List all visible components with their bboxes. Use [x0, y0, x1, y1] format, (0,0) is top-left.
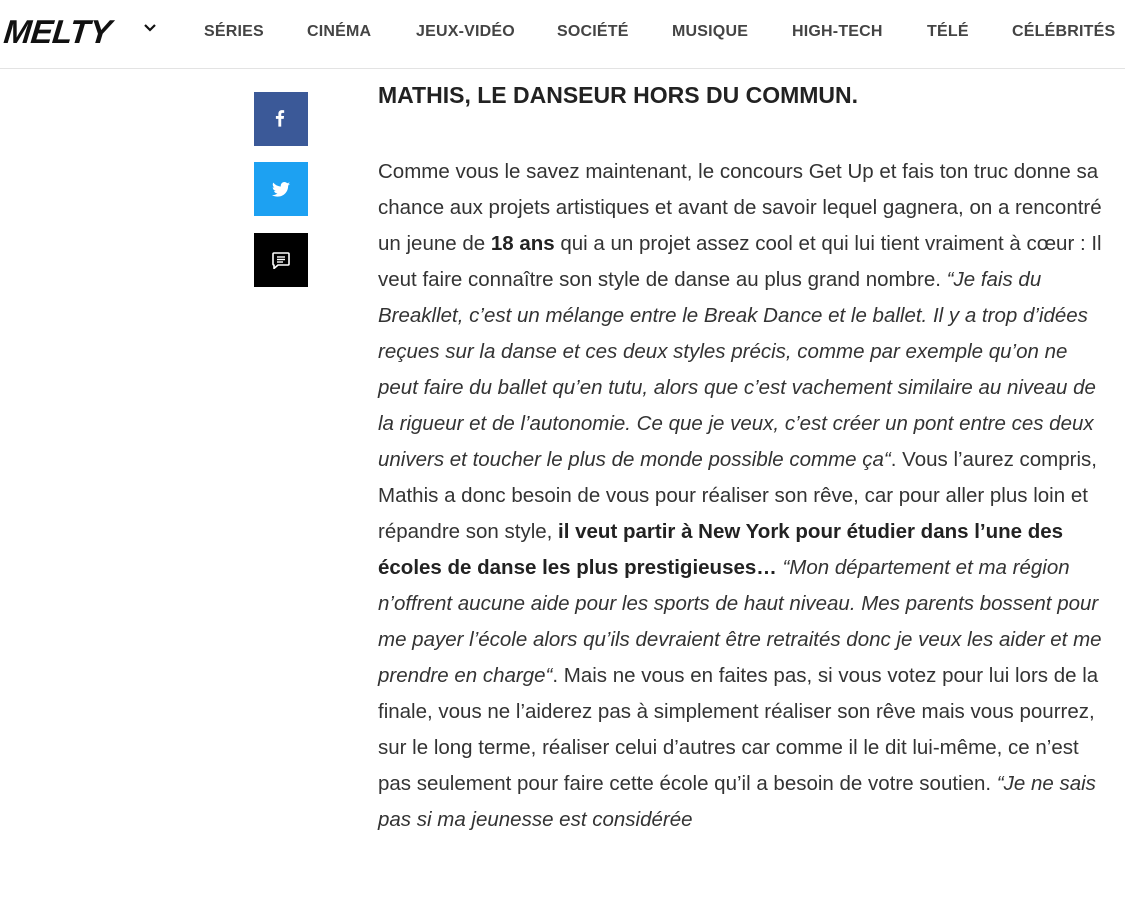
twitter-share-button[interactable]	[254, 162, 308, 216]
nav-item-musique[interactable]: MUSIQUE	[672, 23, 749, 40]
melty-logo[interactable]: MELTY	[2, 13, 113, 50]
nav-item-cinema[interactable]: CINÉMA	[307, 23, 372, 40]
text-segment: . Vous l’aurez compris, Mathis a donc besoin de vous pour réaliser son rêve, car pour aller plus loin et répandre son style,	[378, 448, 1097, 543]
nav-item-societe[interactable]: SOCIÉTÉ	[557, 23, 629, 40]
section-heading: MATHIS, LE DANSEUR HORS DU COMMUN.	[378, 82, 859, 108]
twitter-icon	[272, 182, 290, 197]
text-segment: Comme vous le savez maintenant, le concours Get Up et fais ton truc donne sa chance aux projets artistiques et avant de savoir lequel gagnera, on a rencontré un jeune de	[378, 160, 1102, 255]
nav-item-celebrites[interactable]: CÉLÉBRITÉS	[1012, 23, 1116, 40]
site-header	[0, 0, 1125, 69]
nav-item-high-tech[interactable]: HIGH-TECH	[792, 23, 883, 40]
comment-button[interactable]	[254, 233, 308, 287]
article-paragraph	[378, 154, 1103, 838]
text-segment: . Mais ne vous en faites pas, si vous votez pour lui lors de la finale, vous ne l’aiderez pas à simplement réaliser son rêve mais vous pourrez, sur le long terme, réaliser celui d’autres car comme il le dit lui-même, ce n’est pas seulement pour faire cette école qu’il a besoin de votre soutien.	[378, 664, 1099, 795]
nav-item-tele[interactable]: TÉLÉ	[927, 23, 969, 40]
text-segment-bold: 18 ans	[490, 232, 555, 255]
text-segment-bold: il veut partir à New York pour étudier dans l’une des écoles de danse les plus prestigieuses…	[378, 520, 1064, 579]
quote-segment: “Je fais du Breakllet, c’est un mélange entre le Break Dance et le ballet. Il y a trop d’idées reçues sur la danse et ces deux styles précis, comme par exemple qu’on ne peut faire du ballet qu’en tutu, alors que c’est vachement similaire au niveau de la rigueur et de l’autonomie. Ce que je veux, c’est créer un pont entre ces deux univers et toucher le plus de monde possible comme ça“	[378, 268, 1096, 471]
comment-icon	[272, 252, 290, 269]
article-body	[378, 154, 1103, 838]
nav-item-jeux-video[interactable]: JEUX-VIDÉO	[416, 23, 515, 40]
quote-segment: “Mon département et ma région n’offrent aucune aide pour les sports de haut niveau. Mes parents bossent pour me payer l’école alors qu’ils devraient être retraités donc je veux les aider et me prendre en charge“	[378, 556, 1102, 687]
text-segment: qui a un projet assez cool et qui lui tient vraiment à cœur : Il veut faire connaître son style de danse au plus grand nombre.	[378, 232, 1102, 291]
nav-item-series[interactable]: SÉRIES	[204, 23, 264, 40]
facebook-share-button[interactable]	[254, 92, 308, 146]
quote-segment: “Je ne sais pas si ma jeunesse est considérée	[378, 772, 1096, 831]
facebook-icon	[275, 110, 287, 128]
chevron-down-icon[interactable]	[143, 21, 157, 35]
